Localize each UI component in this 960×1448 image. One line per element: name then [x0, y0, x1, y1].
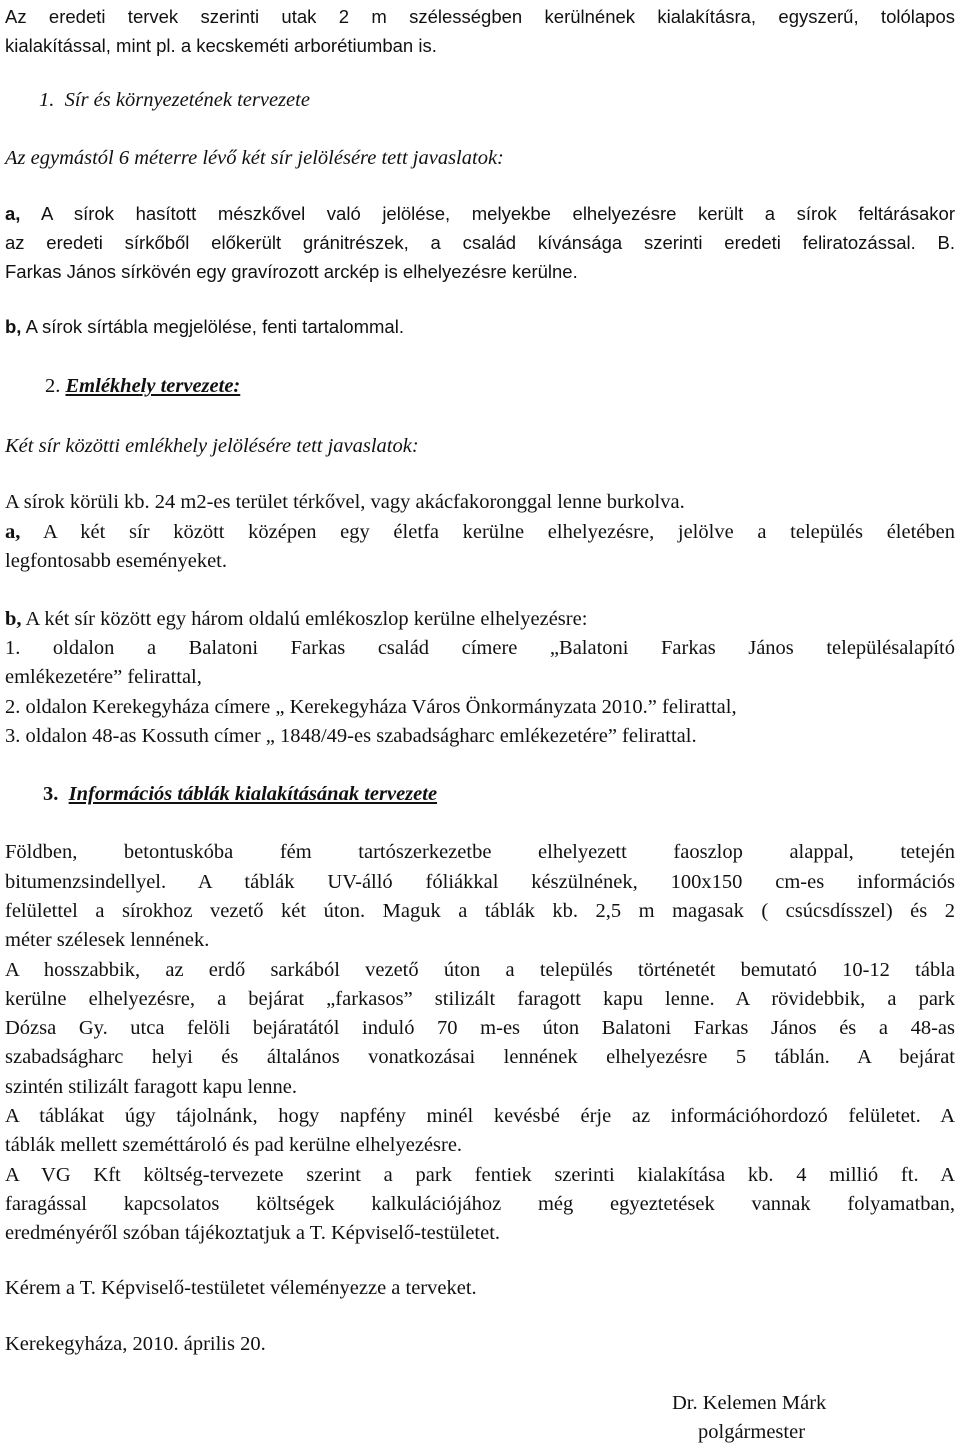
section1-a-line-3: Farkas János sírkövén egy gravírozott arckép is elhelyezésre kerülne.: [5, 261, 578, 282]
section1-title: Sír és környezetének tervezete: [64, 89, 310, 111]
section2-a-label: a,: [5, 521, 21, 543]
section2-a-text-1: A két sír között középen egy életfa kerülne elhelyezésre, jelölve a település életében: [42, 521, 955, 543]
intro-line-2: kialakítással, mint pl. a kecskeméti arborétiumban is.: [5, 35, 437, 56]
section3-line: Dózsa Gy. utca felöli bejáratától induló 70 m-es úton Balatoni Farkas János és a 48-as: [5, 1017, 955, 1039]
section2-a-line-1: [5, 517, 955, 547]
section1-a-text-1: A sírok hasított mészkővel való jelölése, melyekbe elhelyezésre került a sírok feltárásakor: [41, 203, 955, 224]
section2-area-line: A sírok körüli kb. 24 m2-es terület térkővel, vagy akácfakoronggal lenne burkolva.: [5, 491, 685, 513]
section1-b-label: b,: [5, 316, 22, 337]
section2-title: Emlékhely tervezete:: [65, 375, 241, 397]
section3-line: méter szélesek lennének.: [5, 929, 210, 951]
section2-subtitle: Két sír közötti emlékhely jelölésére tett javaslatok:: [5, 435, 419, 457]
section2-number: 2.: [45, 375, 61, 397]
section3-line: szintén stilizált faragott kapu lenne.: [5, 1076, 298, 1098]
signature-title: polgármester: [698, 1421, 806, 1443]
signature-name: Dr. Kelemen Márk: [672, 1392, 827, 1414]
section1-b-text: A sírok sírtábla megjelölése, fenti tartalommal.: [25, 316, 404, 337]
section2-side1-line-2: emlékezetére” felirattal,: [5, 666, 202, 688]
section1-a-label: a,: [5, 203, 21, 224]
section2-side1-line-1: 1. oldalon a Balatoni Farkas család címere „Balatoni Farkas János településalapító: [5, 637, 955, 659]
section3-line: A hosszabbik, az erdő sarkából vezető úton a település történetét bemutató 10-12 tábla: [5, 959, 955, 981]
section2-side2: 2. oldalon Kerekegyháza címere „ Kerekegyháza Város Önkormányzata 2010.” felirattal,: [5, 696, 737, 718]
section3-line: szabadságharc helyi és általános vonatkozásai lennének elhelyezésre 5 táblán. A bejárat: [5, 1046, 955, 1068]
section1-heading: [5, 85, 955, 115]
section3-line: Földben, betontuskóba fém tartószerkezetbe elhelyezett faoszlop alappal, tetején: [5, 841, 955, 863]
section3-title: Információs táblák kialakításának tervezete: [68, 783, 438, 805]
section3-line: A VG Kft költség-tervezete szerint a park fentiek szerinti kialakítása kb. 4 millió ft. A: [5, 1164, 955, 1186]
intro-line-1: Az eredeti tervek szerinti utak 2 m szélességben kerülnének kialakításra, egyszerű, tolólapos: [5, 6, 955, 27]
section3-number: 3.: [43, 783, 59, 805]
section2-a-line-2: legfontosabb eseményeket.: [5, 550, 228, 572]
section1-a-line-2: az eredeti sírkőből előkerült gránitrészek, a család kívánsága szerinti eredeti feliratozással. B.: [5, 232, 955, 253]
section1-number: 1.: [39, 89, 55, 111]
section3-line: felülettel a sírokhoz vezető két úton. Maguk a táblák kb. 2,5 m magasak ( csúcsdísszel) és 2: [5, 900, 955, 922]
section1-a-line-1: [5, 199, 955, 229]
section2-side3: 3. oldalon 48-as Kossuth címer „ 1848/49-es szabadságharc emlékezetére” felirattal.: [5, 725, 697, 747]
section3-heading: [5, 779, 955, 809]
section3-line: táblák mellett szeméttároló és pad kerülne elhelyezésre.: [5, 1134, 463, 1156]
section3-line: kerülne elhelyezésre, a bejárat „farkasos” stilizált faragott kapu lenne. A rövidebbik, a park: [5, 988, 955, 1010]
section2-b-text: A két sír között egy három oldalú emlékoszlop kerülne elhelyezésre:: [25, 608, 588, 630]
section2-heading: [5, 371, 955, 401]
closing-request: Kérem a T. Képviselő-testületet véleményezze a terveket.: [5, 1277, 477, 1299]
section3-line: faragással kapcsolatos költségek kalkulációjához még egyeztetések vannak folyamatban,: [5, 1193, 955, 1215]
section3-line: eredményéről szóban tájékoztatjuk a T. Képviselő-testületet.: [5, 1222, 501, 1244]
section1-b-line: [5, 312, 955, 342]
section2-b-label: b,: [5, 608, 22, 630]
section3-line: A táblákat úgy tájolnánk, hogy napfény minél kevésbé érje az információhordozó felületet. A: [5, 1105, 955, 1127]
closing-place-date: Kerekegyháza, 2010. április 20.: [5, 1333, 266, 1355]
section1-subtitle: Az egymástól 6 méterre lévő két sír jelölésére tett javaslatok:: [5, 147, 504, 169]
section3-line: bitumenzsindellyel. A táblák UV-álló fóliákkal készülnének, 100x150 cm-es információs: [5, 871, 955, 893]
section2-b-line: [5, 604, 955, 634]
